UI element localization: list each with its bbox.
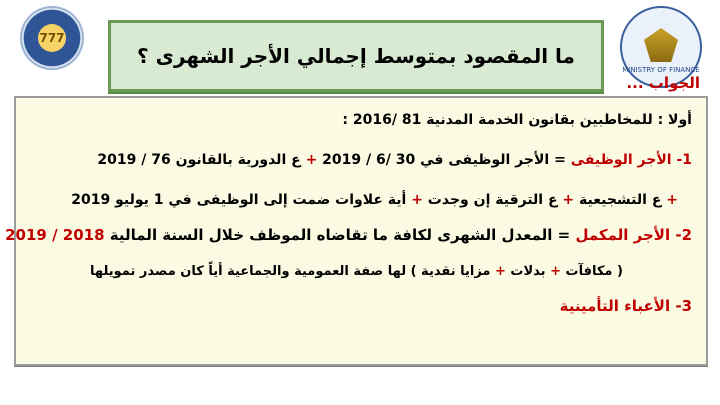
line-5-text1: ( مكافآت — [560, 264, 623, 279]
line-6 — [30, 297, 692, 315]
ministry-of-finance-text: MINISTRY OF FINANCE — [622, 66, 700, 74]
plus-sign: + — [411, 192, 423, 208]
line-3 — [30, 192, 692, 208]
plus-sign: + — [550, 264, 561, 279]
logo-emblem: 777 — [38, 24, 66, 52]
line-5-text3: مزايا نقدية ) لها صفة العمومية والجماعية أياً كان مصدر تمويلها — [90, 264, 495, 279]
slide-title: ما المقصود بمتوسط إجمالي الأجر الشهرى ؟ — [137, 44, 575, 68]
line-1 — [30, 112, 692, 128]
salary-functional-label: 1- الأجر الوظيفى — [570, 152, 692, 168]
line-4-text: = المعدل الشهرى لكافة ما تقاضاه الموظف خلال السنة المالية — [104, 226, 576, 244]
line-3-text2: التشجيعية — [574, 192, 647, 208]
supplementary-salary-label: 2- الأجر المكمل — [575, 226, 692, 244]
line-3-text3: ع الترقية إن وجدت — [422, 192, 563, 208]
eagle-icon — [644, 28, 678, 62]
university-logo — [20, 6, 84, 70]
insurance-burdens-label: 3- الأعباء التأمينية — [559, 297, 692, 315]
title-box — [108, 20, 604, 92]
content-box — [5, 96, 708, 366]
line-5 — [30, 264, 692, 279]
line-3-text1: ع — [646, 192, 667, 208]
line-2 — [30, 152, 692, 168]
line-5-text2: بدلات — [505, 264, 551, 279]
answer-label: الجواب ... — [626, 74, 700, 92]
line-2-text: = الأجر الوظيفى في 30 /6 / 2019 — [317, 152, 571, 168]
plus-sign: + — [305, 152, 318, 168]
line-1-text: أولا : للمخاطبين بقانون الخدمة المدنية 81 /2016 : — [342, 112, 692, 128]
plus-sign: + — [666, 192, 678, 208]
line-2-text2: ع الدورية بالقانون 76 / 2019 — [97, 152, 306, 168]
fiscal-year: 2018 / 2019 — [5, 226, 105, 244]
line-3-text4: أية علاوات ضمت إلى الوظيفى في 1 يوليو 2019 — [71, 192, 412, 208]
line-4 — [5, 226, 692, 244]
plus-sign: + — [562, 192, 575, 208]
plus-sign: + — [494, 264, 506, 279]
